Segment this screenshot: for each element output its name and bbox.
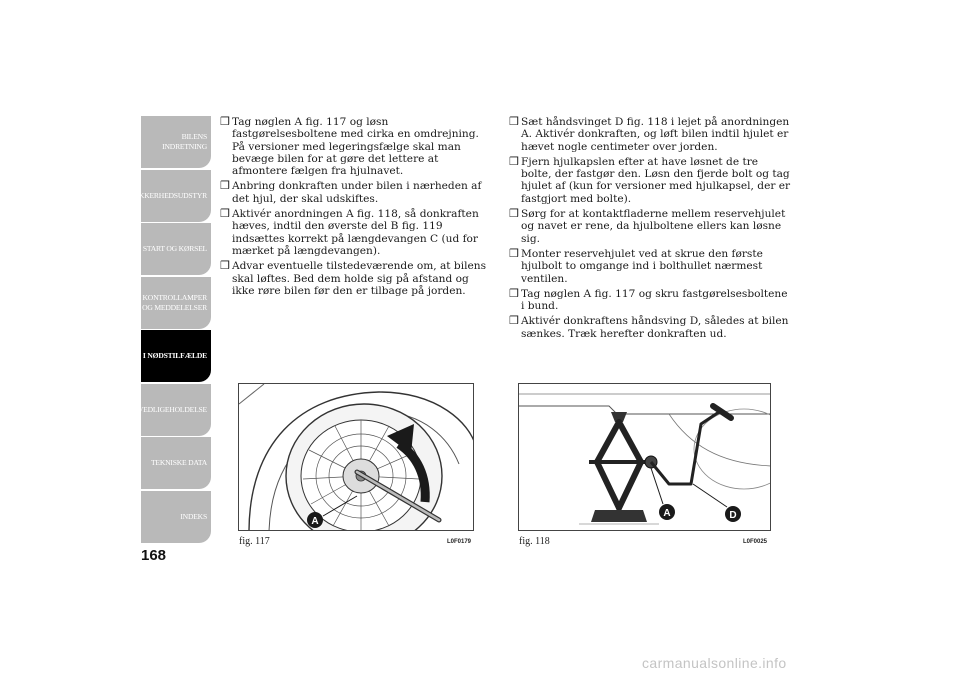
watermark-footer: carmanualsonline.info (642, 655, 787, 671)
checkbox-bullet-icon: ❒ (509, 314, 519, 328)
list-item: ❒ Tag nøglen A fig. 117 og skru fastgørelsesboltene i bund. (509, 286, 788, 313)
tab-bilens-indretning[interactable]: BILENS INDRETNING (141, 116, 211, 168)
tab-vedligeholdelse[interactable]: VEDLIGEHOLDELSE (141, 384, 211, 436)
page-number: 168 (141, 547, 167, 564)
checkbox-bullet-icon: ❒ (509, 115, 519, 128)
tab-indeks[interactable]: INDEKS (141, 491, 211, 543)
callout-a-label: A (311, 516, 319, 527)
jack-illustration (519, 384, 771, 531)
list-item: ❒ Monter reservehjulet ved at skrue den første hjulbolt to omgange ind i bolthullet nærmest ventilen. (509, 246, 763, 285)
tab-kontrollamper[interactable]: KONTROLLAMPER OG MEDDELELSER (141, 277, 211, 329)
wheel-arch-line (669, 414, 771, 466)
list-item: ❒ Aktivér donkraftens håndsving D, således at bilen sænkes. Træk herefter donkraften ud. (509, 314, 789, 340)
left-column (220, 116, 490, 300)
callout-a-label: A (663, 508, 671, 519)
list-item: ❒ Fjern hjulkapslen efter at have løsnet de tre bolte, der fastgør den. Løsn den fjerde bolt og tag hjulet af (kun for versioner med hjulkapsel, der er fastgjort med bolte). (509, 154, 791, 205)
body-line (239, 384, 264, 404)
checkbox-bullet-icon: ❒ (509, 207, 519, 221)
list-item: ❒ Aktivér anordningen A fig. 118, så donkraften hæves, indtil den øverste del B fig. 119 indsættes korrekt på længdevangen C (ud for mærket på længdevangen). (220, 207, 479, 257)
list-item: ❒ Tag nøglen A fig. 117 og løsn fastgørelsesboltene med cirka en omdrejning. På versioner med legeringsfælge skal man bevæge bilen for at gøre det lettere at afmontere fælgen fra hjulnavet. (220, 115, 479, 178)
figure-118-code: L0F0025 (743, 539, 768, 545)
checkbox-bullet-icon: ❒ (220, 259, 230, 273)
jack-base (591, 510, 647, 522)
crank-handle (651, 412, 719, 484)
tab-tekniske-data[interactable]: TEKNISKE DATA (141, 437, 211, 489)
checkbox-bullet-icon: ❒ (509, 154, 519, 168)
scissor-arms (597, 422, 641, 508)
checkbox-bullet-icon: ❒ (509, 246, 519, 260)
checkbox-bullet-icon: ❒ (220, 115, 230, 128)
checkbox-bullet-icon: ❒ (509, 286, 519, 300)
list-item: ❒ Advar eventuelle tilstedeværende om, at bilens skal løftes. Bed dem holde sig på afstand og ikke røre bilen før den er tilbage på jorden. (220, 259, 487, 297)
figure-118-scissor-jack (518, 383, 771, 531)
tab-sikkerhedsudstyr[interactable]: SIKKERHEDSUDSTYR (141, 170, 211, 222)
wheel-wrench-illustration (239, 384, 474, 531)
figure-118-caption: fig. 118 (519, 536, 550, 547)
list-item: ❒ Sæt håndsvinget D fig. 118 i lejet på anordningen A. Aktivér donkraften, og løft bilen indtil hjulet er hævet nogle centimeter over jorden. (509, 115, 790, 153)
right-column (509, 116, 791, 343)
list-item: ❒ Sørg for at kontaktfladerne mellem reservehjulet og navet er rene, da hjulboltene ellers kan løsne sig. (509, 207, 786, 245)
callout-d-leader (693, 484, 727, 507)
callout-d-label: D (729, 510, 737, 521)
chapter-tabs (132, 116, 211, 544)
figure-117-code: L0F0179 (447, 539, 472, 545)
figure-117-caption: fig. 117 (239, 536, 270, 547)
tab-i-nodstilfaelde[interactable]: I NØDSTILFÆLDE (141, 330, 211, 382)
tab-start-og-korsel[interactable]: START OG KØRSEL (141, 223, 211, 275)
list-item: ❒ Anbring donkraften under bilen i nærheden af det hjul, der skal udskiftes. (220, 179, 482, 205)
figure-117-wheel-wrench (238, 383, 474, 531)
checkbox-bullet-icon: ❒ (220, 179, 230, 193)
checkbox-bullet-icon: ❒ (220, 207, 230, 221)
